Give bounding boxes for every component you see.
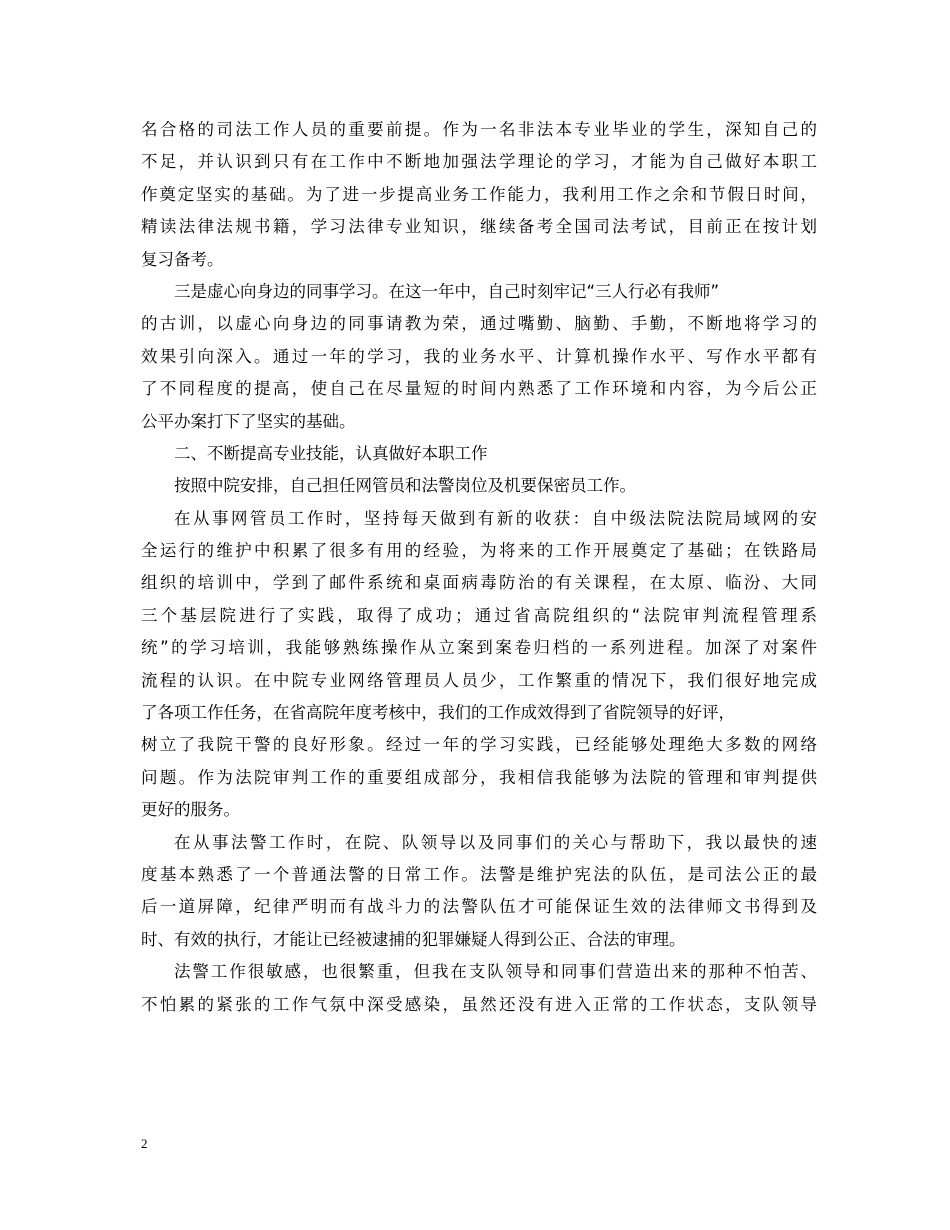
text-line: 时、有效的执行，才能让已经被逮捕的犯罪嫌疑人得到公正、合法的审理。 [141, 929, 686, 949]
text-line: 按照中院安排，自己担任网管员和法警岗位及机要保密员工作。 [174, 476, 636, 496]
text-line: 树立了我院干警的良好形象。经过一年的学习实践，已经能够处理绝大多数的网络 [141, 735, 817, 755]
text-line: 精读法律法规书籍，学习法律专业知识，继续备考全国司法考试，目前正在按计划 [141, 217, 817, 237]
text-line: 二、不断提高专业技能，认真做好本职工作 [174, 443, 488, 463]
text-line: 统”的学习培训，我能够熟练操作从立案到案卷归档的一系列进程。加深了对案件 [141, 638, 817, 658]
text-line: 度基本熟悉了一个普通法警的日常工作。法警是维护宪法的队伍，是司法公正的最 [141, 864, 817, 884]
document-body [141, 114, 817, 1021]
text-line: 效果引向深入。通过一年的学习，我的业务水平、计算机操作水平、写作水平都有 [141, 346, 817, 366]
text-line: 后一道屏障，纪律严明而有战斗力的法警队伍才可能保证生效的法律师文书得到及 [141, 897, 817, 917]
text-line: 问题。作为法院审判工作的重要组成部分，我相信我能够为法院的管理和审判提供 [141, 767, 817, 787]
text-line: 复习备考。 [141, 249, 224, 269]
text-line: 名合格的司法工作人员的重要前提。作为一名非法本专业毕业的学生，深知自己的 [141, 120, 817, 139]
text-line: 不足，并认识到只有在工作中不断地加强法学理论的学习，才能为自己做好本职工 [141, 152, 817, 172]
text-line: 法警工作很敏感，也很繁重，但我在支队领导和同事们营造出来的那种不怕苦、 [174, 962, 817, 982]
text-line: 组织的培训中，学到了邮件系统和桌面病毒防治的有关课程，在太原、临汾、大同 [141, 573, 817, 593]
text-line: 三个基层院进行了实践，取得了成功；通过省高院组织的“法院审判流程管理系 [141, 605, 817, 625]
text-line: 的古训，以虚心向身边的同事请教为荣，通过嘴勤、脑勤、手勤，不断地将学习的 [141, 314, 817, 334]
text-line: 不怕累的紧张的工作气氛中深受感染，虽然还没有进入正常的工作状态，支队领导 [141, 994, 817, 1014]
text-line: 作奠定坚实的基础。为了进一步提高业务工作能力，我利用工作之余和节假日时间， [141, 184, 817, 204]
text-line: 三是虚心向身边的同事学习。在这一年中，自己时刻牢记“三人行必有我师” [174, 281, 720, 301]
text-line: 更好的服务。 [141, 800, 240, 820]
text-line: 流程的认识。在中院专业网络管理员人员少，工作繁重的情况下，我们很好地完成 [141, 670, 817, 690]
text-line: 全运行的维护中积累了很多有用的经验，为将来的工作开展奠定了基础；在铁路局 [141, 541, 817, 561]
page-number: 2 [141, 1136, 148, 1151]
text-line: 公平办案打下了坚实的基础。 [141, 411, 356, 431]
text-line: 了不同程度的提高，使自己在尽量短的时间内熟悉了工作环境和内容，为今后公正 [141, 379, 817, 399]
text-line: 了各项工作任务，在省高院年度考核中，我们的工作成效得到了省院领导的好评， [141, 703, 735, 723]
text-line: 在从事网管员工作时，坚持每天做到有新的收获：自中级法院法院局域网的安 [174, 508, 817, 528]
text-line: 在从事法警工作时，在院、队领导以及同事们的关心与帮助下，我以最快的速 [174, 832, 817, 852]
